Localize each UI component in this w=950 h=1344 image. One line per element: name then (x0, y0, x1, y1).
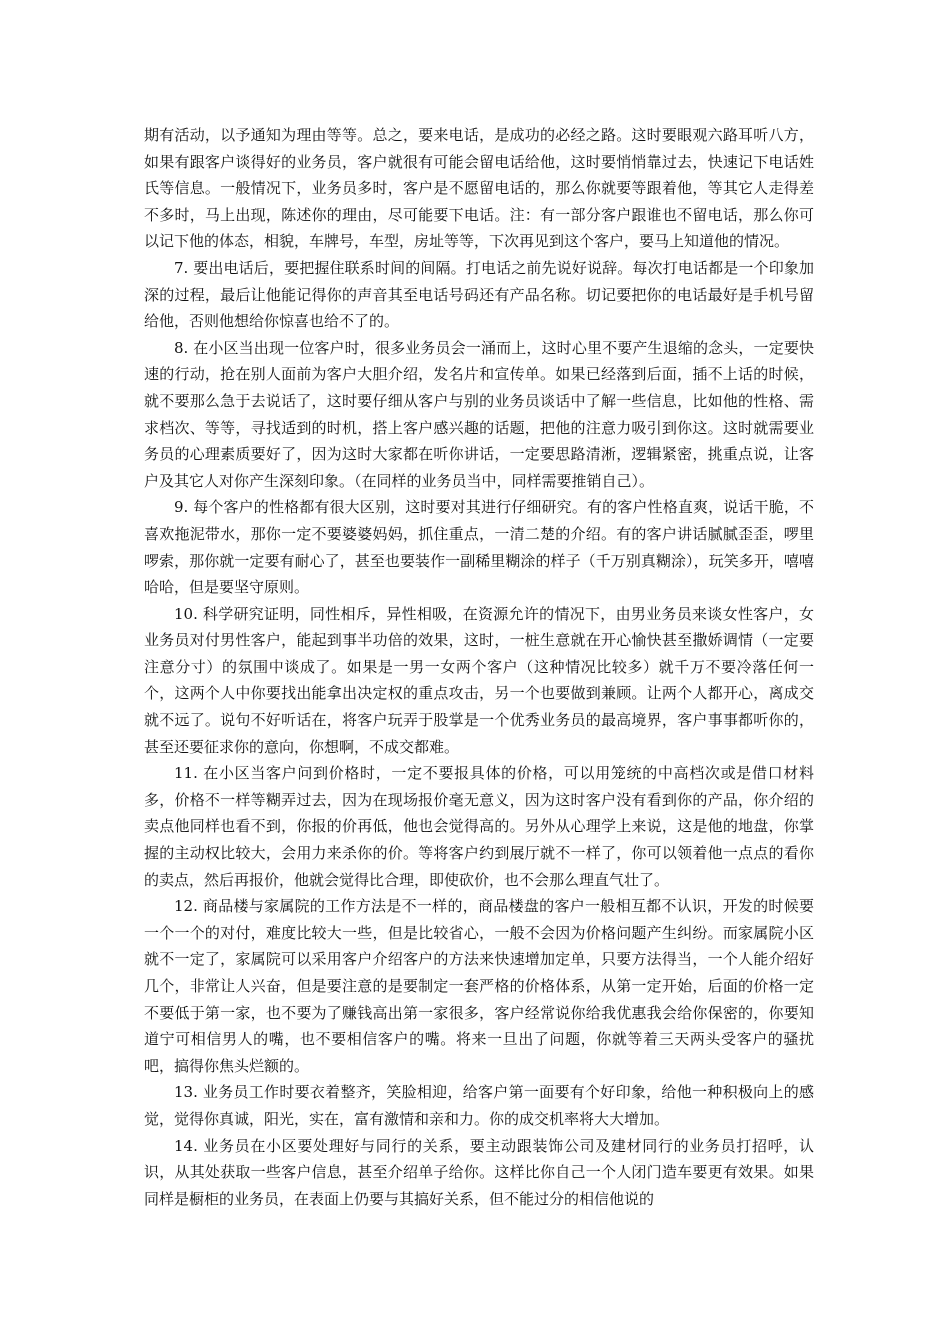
paragraph-continued: 期有活动，以予通知为理由等等。总之，要来电话，是成功的必经之路。这时要眼观六路耳听八方，如果有跟客户谈得好的业务员，客户就很有可能会留电话给他，这时要悄悄靠过去，快速记下电话姓氏等信息。一般情况下，业务员多时，客户是不愿留电话的，那么你就要等跟着他，等其它人走得差不多时，马上出现，陈述你的理由，尽可能要下电话。注：有一部分客户跟谁也不留电话，那么你可以记下他的体态，相貌，车牌号，车型，房址等等，下次再见到这个客户，要马上知道他的情况。 (144, 126, 814, 251)
paragraph-12: 12. 商品楼与家属院的工作方法是不一样的，商品楼盘的客户一般相互都不认识，开发的时候要一个一个的对付，难度比较大一些，但是比较省心，一般不会因为价格问题产生纠纷。而家属院小区就不一定了，家属院可以采用客户介绍客户的方法来快速增加定单，只要方法得当，一个人能介绍好几个，非常让人兴奋，但是要注意的是要制定一套严格的价格体系，从第一定开始，后面的价格一定不要低于第一家，也不要为了赚钱高出第一家很多，客户经常说你给我优惠我会给你保密的，你要知道宁可相信男人的嘴，也不要相信客户的嘴。将来一旦出了问题，你就等着三天两头受客户的骚扰吧，搞得你焦头烂额的。 (144, 897, 814, 1075)
paragraph-8: 8. 在小区当出现一位客户时，很多业务员会一涌而上，这时心里不要产生退缩的念头，一定要快速的行动，抢在别人面前为客户大胆介绍，发名片和宣传单。如果已经落到后面，插不上话的时候，就不要那么急于去说话了，这时要仔细从客户与别的业务员谈话中了解一些信息，比如他的性格、需求档次、等等，寻找适到的时机，搭上客户感兴趣的话题，把他的注意力吸引到你这。这时就需要业务员的心理素质要好了，因为这时大家都在听你讲话，一定要思路清淅，逻辑紧密，挑重点说，让客户及其它人对你产生深刻印象。（在同样的业务员当中，同样需要推销自己）。 (144, 338, 814, 490)
paragraph-9: 9. 每个客户的性格都有很大区别，这时要对其进行仔细研究。有的客户性格直爽，说话干脆，不喜欢拖泥带水，那你一定不要婆婆妈妈，抓住重点，一清二楚的介绍。有的客户讲话腻腻歪歪，啰里啰索，那你就一定要有耐心了，甚至也要装作一副稀里糊涂的样子（千万别真糊涂），玩笑多开，嘻嘻哈哈，但是要坚守原则。 (144, 498, 814, 597)
paragraph-14: 14. 业务员在小区要处理好与同行的关系，要主动跟装饰公司及建材同行的业务员打招呼，认识，从其处获取一些客户信息，甚至介绍单子给你。这样比你自己一个人闭门造车要更有效果。如果同样是橱柜的业务员，在表面上仍要与其搞好关系，但不能过分的相信他说的 (144, 1136, 814, 1208)
paragraph-10: 10. 科学研究证明，同性相斥，异性相吸，在资源允许的情况下，由男业务员来谈女性客户，女业务员对付男性客户，能起到事半功倍的效果，这时，一桩生意就在开心愉快甚至撒娇调情（一定要注意分寸）的氛围中谈成了。如果是一男一女两个客户（这种情况比较多）就千万不要冷落任何一个，这两个人中你要找出能拿出决定权的重点攻击，另一个也要做到兼顾。让两个人都开心，离成交就不远了。说句不好听话在，将客户玩弄于股掌是一个优秀业务员的最高境界，客户事事都听你的，甚至还要征求你的意向，你想啊，不成交都难。 (144, 604, 814, 756)
paragraph-7: 7. 要出电话后，要把握住联系时间的间隔。打电话之前先说好说辞。每次打电话都是一个印象加深的过程，最后让他能记得你的声音其至电话号码还有产品名称。切记要把你的电话最好是手机号留给他，否则他想给你惊喜也给不了的。 (144, 258, 814, 331)
paragraph-13: 13. 业务员工作时要衣着整齐，笑脸相迎，给客户第一面要有个好印象，给他一种积极向上的感觉，觉得你真诚，阳光，实在，富有激情和亲和力。你的成交机率将大大增加。 (144, 1083, 814, 1128)
paragraph-11: 11. 在小区当客户问到价格时，一定不要报具体的价格，可以用笼统的中高档次或是借口材料多，价格不一样等糊弄过去，因为在现场报价毫无意义，因为这时客户没有看到你的产品，你介绍的卖点他同样也看不到，你报的价再低，他也会觉得高的。另外从心理学上来说，这是他的地盘，你掌握的主动权比较大，会用力来杀你的价。等将客户约到展厅就不一样了，你可以领着他一点点的看你的卖点，然后再报价，他就会觉得比合理，即使砍价，也不会那么理直气壮了。 (144, 764, 814, 889)
document-body (144, 122, 814, 1212)
